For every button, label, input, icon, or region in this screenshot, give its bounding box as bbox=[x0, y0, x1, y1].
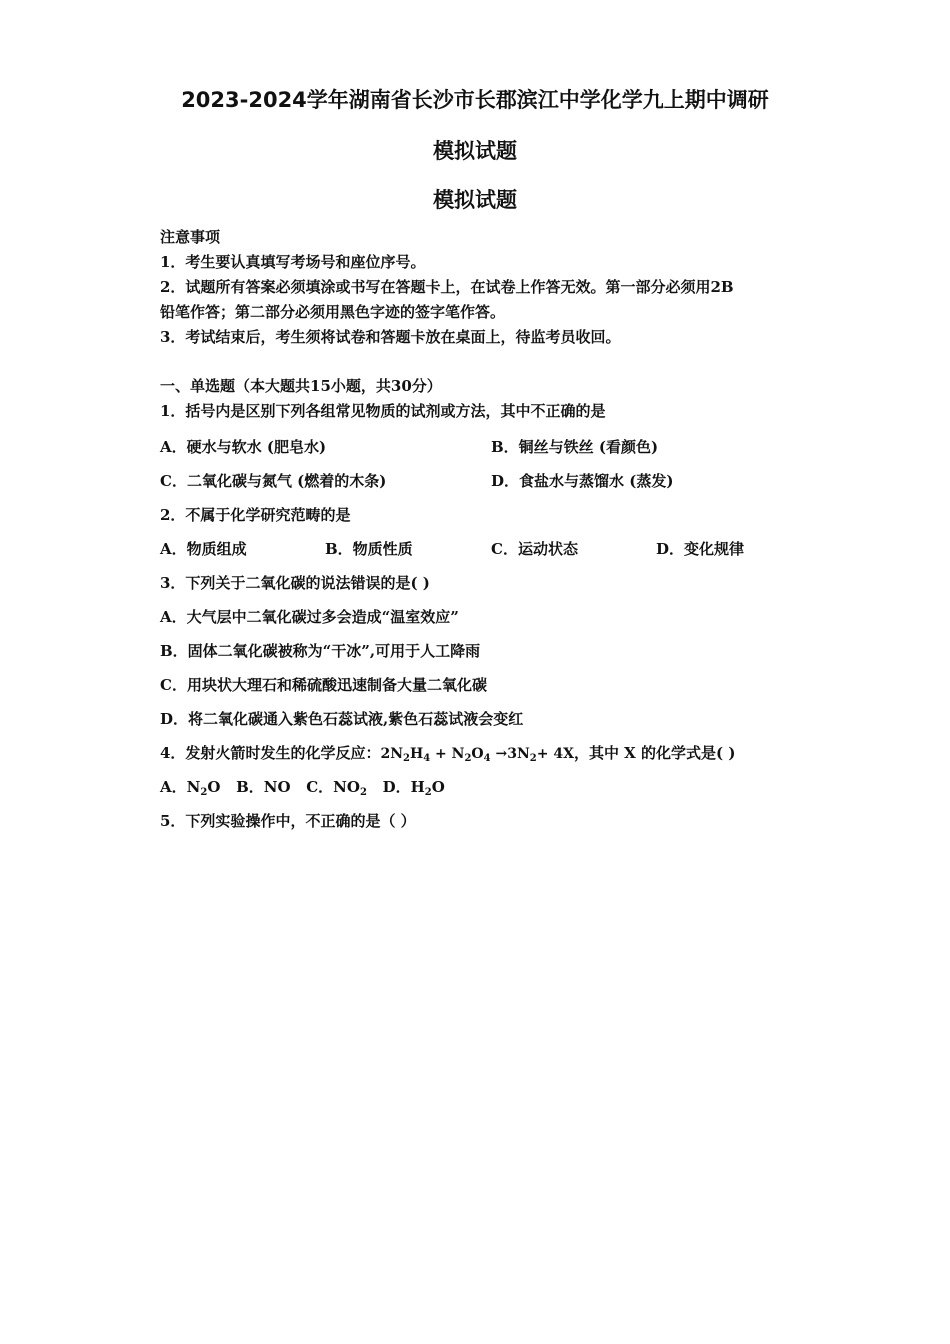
question-2-option-a: A．物质组成 bbox=[160, 540, 247, 558]
question-3-option-c: C．用块状大理石和稀硫酸迅速制备大量二氧化碳 bbox=[160, 676, 487, 694]
question-2-option-c: C．运动状态 bbox=[491, 540, 578, 558]
question-2-stem: 2．不属于化学研究范畴的是 bbox=[160, 506, 351, 524]
question-1-option-b: B．铜丝与铁丝 (看颜色) bbox=[491, 438, 659, 456]
notice-item-3: 3．考试结束后，考生须将试卷和答题卡放在桌面上，待监考员收回。 bbox=[160, 328, 621, 346]
question-4-option-c: C．$NO_2$ bbox=[306, 778, 367, 798]
question-3-option-b: B．固体二氧化碳被称为“干冰”,可用于人工降雨 bbox=[160, 642, 481, 660]
question-3-stem: 3．下列关于二氧化碳的说法错误的是( ) bbox=[160, 574, 430, 592]
exam-title-line3: 模拟试题 bbox=[433, 188, 517, 212]
question-4-options bbox=[160, 776, 445, 798]
question-2-option-d: D．变化规律 bbox=[656, 540, 745, 558]
question-4-stem bbox=[160, 742, 735, 765]
question-4-option-b: B．NO bbox=[236, 778, 291, 796]
question-1-option-a: A．硬水与软水 (肥皂水) bbox=[160, 438, 327, 456]
question-4-option-a: A．$N_2O$ bbox=[160, 778, 221, 798]
question-4-option-d: D．$H_2O$ bbox=[382, 778, 445, 798]
question-3-option-a: A．大气层中二氧化碳过多会造成“温室效应” bbox=[160, 608, 459, 626]
question-1-option-d: D．食盐水与蒸馏水 (蒸发) bbox=[491, 472, 674, 490]
chemical-equation: $2N_2H_4 + N_2O_4 \to 3N_2+ 4X$ bbox=[380, 746, 574, 764]
notice-heading: 注意事项 bbox=[160, 228, 221, 246]
question-1-option-c: C．二氧化碳与氮气 (燃着的木条) bbox=[160, 472, 387, 490]
notice-item-1: 1．考生要认真填写考场号和座位序号。 bbox=[160, 253, 426, 271]
notice-item-2a: 2．试题所有答案必须填涂或书写在答题卡上，在试卷上作答无效。第一部分必须用2B bbox=[160, 278, 734, 296]
exam-title-line2: 模拟试题 bbox=[433, 139, 517, 163]
question-2-option-b: B．物质性质 bbox=[325, 540, 413, 558]
question-4-stem-suffix: ，其中 X 的化学式是( ) bbox=[573, 744, 736, 762]
exam-title-line1: 2023-2024学年湖南省长沙市长郡滨江中学化学九上期中调研 bbox=[181, 88, 769, 112]
question-1-stem: 1．括号内是区别下列各组常见物质的试剂或方法，其中不正确的是 bbox=[160, 402, 606, 420]
section-heading: 一、单选题（本大题共15小题，共30分） bbox=[160, 377, 442, 395]
question-4-stem-prefix: 4．发射火箭时发生的化学反应： bbox=[160, 744, 381, 762]
notice-item-2b: 铅笔作答；第二部分必须用黑色字迹的签字笔作答。 bbox=[160, 303, 506, 321]
question-5-stem: 5．下列实验操作中，不正确的是（ ） bbox=[160, 812, 416, 830]
question-3-option-d: D．将二氧化碳通入紫色石蕊试液,紫色石蕊试液会变红 bbox=[160, 710, 524, 728]
